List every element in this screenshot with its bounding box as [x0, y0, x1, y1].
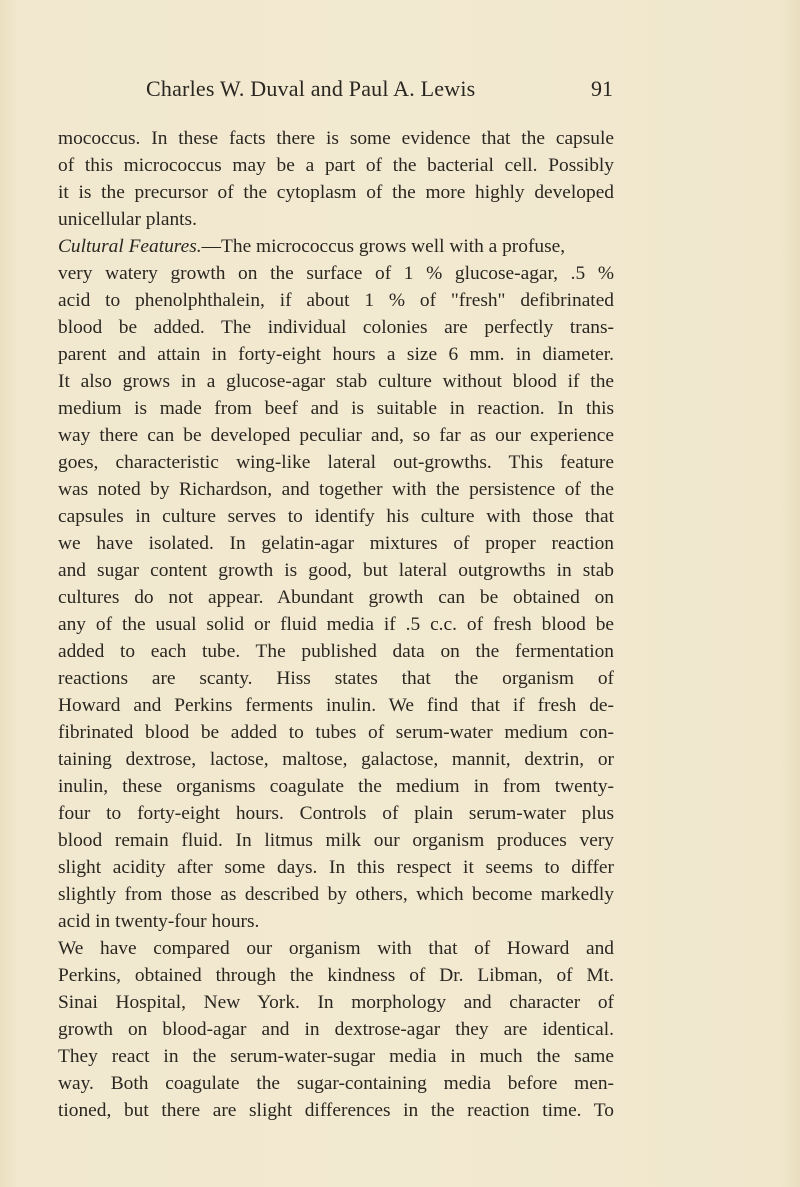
- text-line: medium is made from beef and is suitable in reaction. In this: [58, 398, 614, 419]
- text-line: cultures do not appear. Abundant growth can be obtained on: [58, 587, 614, 608]
- text-line: way. Both coagulate the sugar-containing media before men-: [58, 1073, 614, 1094]
- text-line: acid to phenolphthalein, if about 1 % of "fresh" defibrinated: [58, 290, 614, 311]
- text-line: fibrinated blood be added to tubes of serum-water medium con-: [58, 722, 614, 743]
- text-line: Perkins, obtained through the kindness of Dr. Libman, of Mt.: [58, 965, 614, 986]
- text-line: four to forty-eight hours. Controls of plain serum-water plus: [58, 803, 614, 824]
- text-line: added to each tube. The published data on the fermentation: [58, 641, 614, 662]
- text-line: reactions are scanty. Hiss states that the organism of: [58, 668, 614, 689]
- page-number: 91: [591, 76, 613, 101]
- text-line: acid in twenty-four hours.: [58, 911, 260, 932]
- text-line: goes, characteristic wing-like lateral out-growths. This feature: [58, 452, 614, 473]
- section-heading-italic: Cultural Features.: [58, 236, 202, 257]
- running-head: Charles W. Duval and Paul A. Lewis: [146, 76, 476, 101]
- text-line: and sugar content growth is good, but lateral outgrowths in stab: [58, 560, 614, 581]
- text-line: inulin, these organisms coagulate the medium in from twenty-: [58, 776, 614, 797]
- text-line: It also grows in a glucose-agar stab culture without blood if the: [58, 371, 614, 392]
- text-line: blood be added. The individual colonies are perfectly trans-: [58, 317, 614, 338]
- text-line: Sinai Hospital, New York. In morphology and character of: [58, 992, 614, 1013]
- body-text: [58, 125, 614, 1124]
- text-line: any of the usual solid or fluid media if .5 c.c. of fresh blood be: [58, 614, 614, 635]
- text-line: slight acidity after some days. In this respect it seems to differ: [58, 857, 614, 878]
- text-line: tioned, but there are slight differences in the reaction time. To: [58, 1100, 614, 1121]
- text-line: was noted by Richardson, and together with the persistence of the: [58, 479, 614, 500]
- text-line: blood remain fluid. In litmus milk our organism produces very: [58, 830, 614, 851]
- text-line: slightly from those as described by others, which become markedly: [58, 884, 614, 905]
- text-line: unicellular plants.: [58, 209, 197, 230]
- text-line: of this micrococcus may be a part of the bacterial cell. Possibly: [58, 155, 614, 176]
- text-line: very watery growth on the surface of 1 % glucose-agar, .5 %: [58, 263, 614, 284]
- text-line: parent and attain in forty-eight hours a size 6 mm. in diameter.: [58, 344, 614, 365]
- text-line: it is the precursor of the cytoplasm of the more highly developed: [58, 182, 614, 203]
- text-line: way there can be developed peculiar and, so far as our experience: [58, 425, 614, 446]
- page-header: [0, 76, 800, 106]
- text-line: We have compared our organism with that of Howard and: [58, 938, 614, 959]
- text-line: taining dextrose, lactose, maltose, galactose, mannit, dextrin, or: [58, 749, 614, 770]
- text-line: growth on blood-agar and in dextrose-agar they are identical.: [58, 1019, 614, 1040]
- section-heading-rest: —The micrococcus grows well with a profuse,: [201, 236, 566, 257]
- text-line: we have isolated. In gelatin-agar mixtures of proper reaction: [58, 533, 614, 554]
- text-line: Howard and Perkins ferments inulin. We find that if fresh de-: [58, 695, 614, 716]
- text-line: capsules in culture serves to identify his culture with those that: [58, 506, 614, 527]
- text-line: They react in the serum-water-sugar media in much the same: [58, 1046, 614, 1067]
- text-line-section-heading: [58, 233, 614, 260]
- text-line: mococcus. In these facts there is some evidence that the capsule: [58, 128, 614, 149]
